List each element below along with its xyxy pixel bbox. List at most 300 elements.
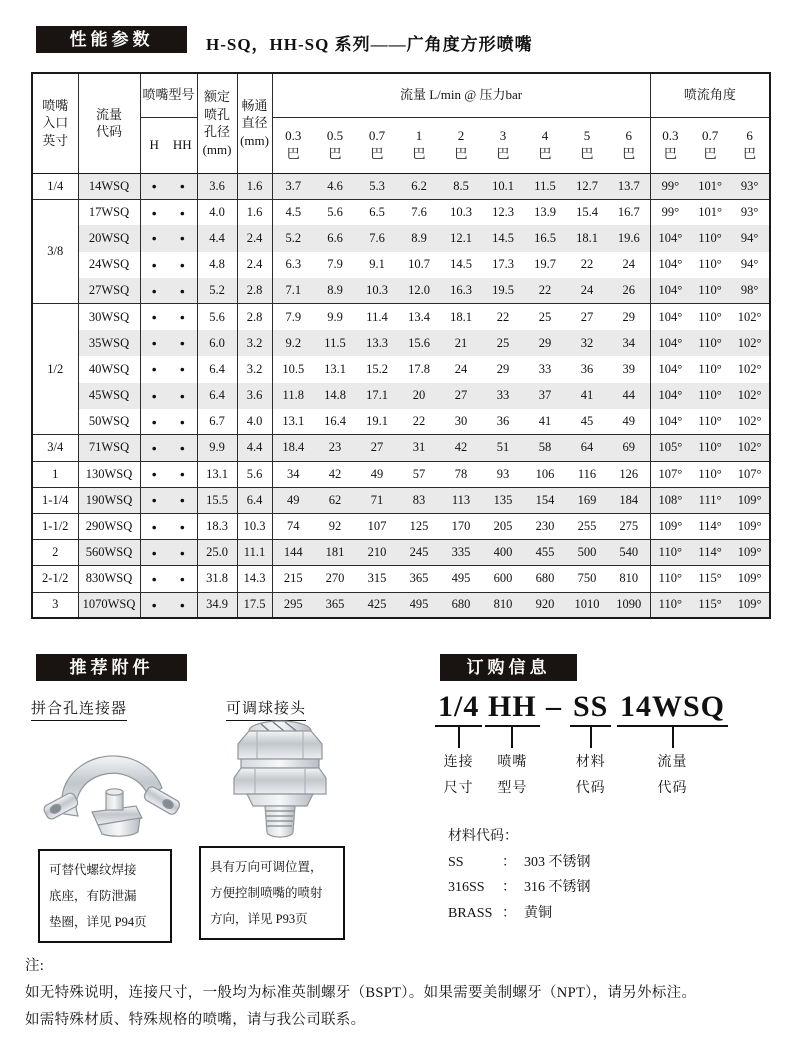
- flow-value-cell: 13.1: [324, 361, 346, 376]
- angle-value-cell: 109°: [730, 487, 770, 513]
- inlet-size-cell: 2: [32, 540, 78, 566]
- flow-code-cell: 20WSQ: [78, 225, 140, 251]
- flow-value-cell: 29: [496, 361, 510, 376]
- inlet-size-cell: 3/4: [32, 435, 78, 461]
- flow-value-cell: 16.5: [524, 225, 566, 251]
- inlet-size-cell: 1: [32, 461, 78, 487]
- flow-value-cell: 69: [608, 435, 650, 461]
- pressure-header: 0.5 巴: [326, 128, 344, 161]
- clear-diameter-cell: 3.2: [237, 330, 272, 356]
- flow-value-cell: 495: [451, 571, 471, 586]
- flow-code-cell: 45WSQ: [78, 383, 140, 409]
- clear-diameter-cell: 5.6: [237, 461, 272, 487]
- flow-value-cell: 6.6: [314, 225, 356, 251]
- model-h-bullet: ●: [151, 312, 157, 323]
- flow-value-cell: 13.3: [356, 330, 398, 356]
- accessory-title-adjustable-ball-joint: 可调球接头: [226, 697, 306, 721]
- material-description: 316 不锈钢: [524, 880, 591, 895]
- angle-value-cell: 102°: [730, 330, 770, 356]
- table-row: [32, 540, 770, 566]
- flow-value-cell: 51: [482, 435, 524, 461]
- angle-value-cell: 102°: [737, 309, 762, 324]
- angle-value-cell: 115°: [690, 592, 730, 618]
- flow-code-cell: 40WSQ: [78, 356, 140, 382]
- flow-value-cell: 106: [535, 466, 555, 481]
- flow-value-cell: 58: [524, 435, 566, 461]
- flow-value-cell: 27: [356, 435, 398, 461]
- flow-value-cell: 24: [454, 361, 468, 376]
- section-header-ordering: 订购信息: [440, 654, 577, 681]
- orifice-diameter-cell: 6.0: [197, 330, 237, 356]
- flow-value-cell: 62: [314, 487, 356, 513]
- flow-value-cell: 20: [398, 383, 440, 409]
- flow-value-cell: 41: [566, 383, 608, 409]
- angle-value-cell: 101°: [698, 205, 722, 220]
- flow-value-cell: 29: [608, 304, 650, 330]
- model-hh-bullet: ●: [168, 566, 197, 592]
- flow-value-cell: 29: [524, 330, 566, 356]
- accessory-description-ball-joint: 具有万向可调位置， 方便控制喷嘴的喷射 方向，详见 P93页: [199, 846, 345, 940]
- flow-value-cell: 30: [454, 414, 468, 429]
- model-h-bullet: ●: [140, 592, 168, 618]
- flow-value-cell: 125: [409, 519, 429, 534]
- flow-value-cell: 18.1: [566, 225, 608, 251]
- angle-value-cell: 108°: [650, 487, 690, 513]
- flow-value-cell: 810: [608, 566, 650, 592]
- angle-value-cell: 111°: [690, 487, 730, 513]
- clear-diameter-cell: 2.4: [237, 252, 272, 278]
- flow-value-cell: 18.1: [450, 309, 472, 324]
- flow-value-cell: 680: [535, 571, 555, 586]
- flow-value-cell: 27: [580, 309, 594, 324]
- flow-value-cell: 23: [314, 435, 356, 461]
- inlet-size-cell: 3/8: [32, 199, 78, 304]
- ordering-code-material: SS: [570, 690, 611, 727]
- section-header-accessories: 推荐附件: [36, 654, 187, 681]
- angle-value-cell: 110°: [690, 225, 730, 251]
- material-colon: ：: [502, 854, 516, 870]
- flow-value-cell: 71: [356, 487, 398, 513]
- flow-value-cell: 144: [272, 540, 314, 566]
- model-h-bullet: ●: [151, 259, 157, 270]
- flow-value-cell: 9.2: [272, 330, 314, 356]
- angle-value-cell: 102°: [730, 383, 770, 409]
- angle-value-cell: 110°: [698, 257, 722, 272]
- adjustable-ball-joint-image: [227, 714, 333, 842]
- notes-section: [25, 953, 787, 1034]
- angle-pressure-header: 0.7 巴: [701, 128, 719, 161]
- flow-value-cell: 3.7: [272, 173, 314, 199]
- flow-value-cell: 205: [493, 519, 513, 534]
- flow-code-cell: 290WSQ: [78, 513, 140, 539]
- flow-value-cell: 215: [283, 571, 303, 586]
- orifice-diameter-cell: 13.1: [197, 461, 237, 487]
- materials-block: [448, 824, 591, 926]
- model-hh-bullet: ●: [168, 540, 197, 566]
- inlet-size-cell: 1-1/2: [32, 513, 78, 539]
- flow-value-cell: 18.4: [272, 435, 314, 461]
- flow-value-cell: 6.2: [398, 173, 440, 199]
- flow-value-cell: 83: [398, 487, 440, 513]
- angle-value-cell: 104°: [650, 278, 690, 304]
- flow-code-cell: 14WSQ: [78, 173, 140, 199]
- flow-value-cell: 92: [328, 519, 342, 534]
- flow-value-cell: 7.9: [285, 309, 302, 324]
- flow-value-cell: 34: [608, 330, 650, 356]
- flow-value-cell: 10.3: [356, 278, 398, 304]
- flow-value-cell: 15.2: [366, 361, 388, 376]
- col-header-orifice-diameter: 额定 喷孔 孔径 (mm): [197, 73, 237, 173]
- flow-value-cell: 270: [325, 571, 345, 586]
- flow-value-cell: 169: [566, 487, 608, 513]
- flow-value-cell: 455: [524, 540, 566, 566]
- material-colon: ：: [502, 880, 516, 895]
- flow-value-cell: 4.6: [314, 173, 356, 199]
- model-hh-bullet: ●: [168, 383, 197, 409]
- flow-value-cell: 93: [496, 466, 510, 481]
- inlet-size-cell: 2-1/2: [32, 566, 78, 592]
- flow-value-cell: 425: [356, 592, 398, 618]
- clear-diameter-cell: 14.3: [237, 566, 272, 592]
- ordering-label-material: 材料 代码: [575, 755, 606, 796]
- table-row: [32, 356, 770, 382]
- ordering-code-model: HH: [485, 690, 540, 727]
- ordering-label-flow: 流量 代码: [657, 755, 688, 796]
- pressure-header: 5 巴: [580, 128, 594, 161]
- flow-value-cell: 135: [482, 487, 524, 513]
- flow-value-cell: 49: [370, 466, 384, 481]
- model-h-bullet: ●: [140, 540, 168, 566]
- model-h-bullet: ●: [151, 573, 157, 584]
- flow-value-cell: 74: [287, 519, 300, 534]
- flow-value-cell: 15.6: [398, 330, 440, 356]
- ordering-code-connection: 1/4: [435, 690, 482, 727]
- orifice-diameter-cell: 31.8: [197, 566, 237, 592]
- flow-value-cell: 5.2: [272, 225, 314, 251]
- clear-diameter-cell: 2.8: [237, 304, 272, 330]
- flow-value-cell: 10.3: [450, 205, 472, 220]
- flow-value-cell: 107: [367, 519, 387, 534]
- flow-value-cell: 36: [496, 414, 510, 429]
- angle-value-cell: 109°: [737, 519, 762, 534]
- table-row: [32, 225, 770, 251]
- inlet-size-cell: 1/2: [32, 304, 78, 435]
- angle-value-cell: 104°: [650, 330, 690, 356]
- flow-value-cell: 24: [608, 252, 650, 278]
- orifice-diameter-cell: 25.0: [197, 540, 237, 566]
- flow-code-cell: 71WSQ: [78, 435, 140, 461]
- orifice-diameter-cell: 6.4: [197, 383, 237, 409]
- flow-value-cell: 25: [482, 330, 524, 356]
- flow-value-cell: 19.6: [608, 225, 650, 251]
- flow-value-cell: 500: [566, 540, 608, 566]
- inlet-size-group: [32, 461, 770, 487]
- flow-code-cell: 17WSQ: [78, 199, 140, 225]
- table-row: [32, 383, 770, 409]
- flow-value-cell: 10.7: [408, 257, 430, 272]
- table-row: [32, 435, 770, 461]
- table-row: [32, 513, 770, 539]
- flow-value-cell: 22: [496, 309, 510, 324]
- table-row: [32, 330, 770, 356]
- table-row: [32, 409, 770, 435]
- model-h-bullet: ●: [140, 225, 168, 251]
- model-hh-bullet: ●: [168, 435, 197, 461]
- flow-value-cell: 17.8: [408, 361, 430, 376]
- clear-diameter-cell: 11.1: [237, 540, 272, 566]
- flow-value-cell: 10.5: [282, 361, 305, 376]
- table-row: [32, 199, 770, 225]
- flow-value-cell: 5.6: [327, 205, 343, 220]
- flow-value-cell: 19.5: [482, 278, 524, 304]
- angle-value-cell: 110°: [690, 330, 730, 356]
- flow-value-cell: 7.9: [327, 257, 343, 272]
- flow-value-cell: 21: [440, 330, 482, 356]
- flow-code-cell: 27WSQ: [78, 278, 140, 304]
- orifice-diameter-cell: 9.9: [197, 435, 237, 461]
- material-code: 316SS: [448, 880, 485, 895]
- pressure-header: 1 巴: [412, 128, 426, 161]
- flow-value-cell: 11.5: [524, 173, 566, 199]
- col-header-spray-angle-group: 喷流角度: [650, 73, 770, 117]
- pressure-header: 6 巴: [608, 117, 650, 173]
- flow-value-cell: 7.1: [272, 278, 314, 304]
- inlet-size-cell: 3: [32, 592, 78, 618]
- flow-value-cell: 42: [440, 435, 482, 461]
- clear-diameter-cell: 2.8: [237, 278, 272, 304]
- angle-value-cell: 109°: [730, 540, 770, 566]
- model-hh-bullet: ●: [168, 252, 197, 278]
- angle-value-cell: 110°: [698, 466, 722, 481]
- flow-value-cell: 113: [440, 487, 482, 513]
- flow-code-cell: 130WSQ: [78, 461, 140, 487]
- model-hh-bullet: ●: [168, 461, 197, 487]
- flow-value-cell: 7.6: [411, 205, 427, 220]
- flow-value-cell: 245: [398, 540, 440, 566]
- flow-value-cell: 12.3: [492, 205, 514, 220]
- model-hh-bullet: ●: [168, 330, 197, 356]
- flow-code-cell: 35WSQ: [78, 330, 140, 356]
- flow-value-cell: 41: [538, 414, 552, 429]
- model-h-bullet: ●: [140, 383, 168, 409]
- model-h-bullet: ●: [151, 521, 157, 532]
- flow-value-cell: 6.3: [285, 257, 302, 272]
- materials-title: 材料代码：: [448, 829, 518, 844]
- ordering-segment-nozzle-model: [485, 690, 540, 802]
- angle-value-cell: 99°: [661, 205, 680, 220]
- flow-value-cell: 16.7: [608, 199, 650, 225]
- flow-code-cell: 30WSQ: [78, 304, 140, 330]
- flow-value-cell: 15.4: [576, 205, 598, 220]
- flow-value-cell: 12.1: [440, 225, 482, 251]
- table-row: [32, 566, 770, 592]
- inlet-size-group: [32, 566, 770, 592]
- angle-value-cell: 110°: [690, 383, 730, 409]
- angle-value-cell: 104°: [658, 309, 683, 324]
- table-row: [32, 252, 770, 278]
- angle-pressure-header: 0.3 巴: [662, 128, 679, 161]
- flow-code-cell: 24WSQ: [78, 252, 140, 278]
- flow-value-cell: 335: [440, 540, 482, 566]
- pressure-header: 0.3 巴: [285, 128, 302, 161]
- col-header-nozzle-model: 喷嘴型号: [140, 73, 197, 117]
- flow-value-cell: 22: [524, 278, 566, 304]
- angle-value-cell: 107°: [737, 466, 762, 481]
- flow-value-cell: 19.1: [366, 414, 388, 429]
- clear-diameter-cell: 17.5: [237, 592, 272, 618]
- ordering-code-separator: –: [546, 690, 561, 723]
- model-h-bullet: ●: [151, 469, 157, 480]
- flow-value-cell: 7.6: [356, 225, 398, 251]
- flow-value-cell: 810: [482, 592, 524, 618]
- flow-value-cell: 11.5: [314, 330, 356, 356]
- angle-value-cell: 104°: [658, 361, 683, 376]
- material-code: SS: [448, 854, 464, 870]
- flow-value-cell: 39: [608, 356, 650, 382]
- flow-value-cell: 13.7: [608, 173, 650, 199]
- pointer-line: [672, 727, 674, 748]
- flow-value-cell: 13.1: [282, 414, 305, 429]
- angle-value-cell: 104°: [658, 414, 683, 429]
- model-hh-bullet: ●: [168, 487, 197, 513]
- orifice-diameter-cell: 34.9: [197, 592, 237, 618]
- orifice-diameter-cell: 15.5: [197, 487, 237, 513]
- flow-value-cell: 210: [356, 540, 398, 566]
- orifice-diameter-cell: 3.6: [197, 173, 237, 199]
- ordering-segment-connection-size: [435, 690, 482, 802]
- material-description: 黄铜: [524, 905, 552, 921]
- col-header-model-h: H: [149, 137, 159, 153]
- ordering-label-model: 喷嘴 型号: [497, 755, 528, 796]
- material-code-row: [448, 901, 591, 927]
- flow-value-cell: 33: [538, 361, 552, 376]
- angle-value-cell: 110°: [698, 361, 722, 376]
- angle-value-cell: 114°: [690, 540, 730, 566]
- angle-value-cell: 105°: [650, 435, 690, 461]
- inlet-size-group: [32, 173, 770, 199]
- model-hh-bullet: ●: [168, 304, 197, 330]
- ordering-code-flow: 14WSQ: [617, 690, 728, 727]
- flow-value-cell: 37: [524, 383, 566, 409]
- angle-value-cell: 114°: [698, 519, 722, 534]
- flow-value-cell: 116: [577, 466, 597, 481]
- col-header-flow-group: 流量 L/min @ 压力bar: [272, 73, 650, 117]
- model-hh-bullet: ●: [168, 199, 197, 225]
- model-hh-bullet: ●: [168, 592, 197, 618]
- flow-value-cell: 170: [451, 519, 471, 534]
- flow-value-cell: 920: [524, 592, 566, 618]
- flow-value-cell: 32: [566, 330, 608, 356]
- flow-value-cell: 230: [535, 519, 555, 534]
- flow-value-cell: 14.8: [314, 383, 356, 409]
- angle-value-cell: 102°: [737, 361, 762, 376]
- flow-value-cell: 400: [482, 540, 524, 566]
- flow-code-cell: 830WSQ: [78, 566, 140, 592]
- flow-value-cell: 17.3: [492, 257, 514, 272]
- flow-value-cell: 49: [272, 487, 314, 513]
- inlet-size-group: [32, 435, 770, 461]
- model-hh-bullet: ●: [168, 278, 197, 304]
- inlet-size-group: [32, 540, 770, 566]
- flow-value-cell: 8.5: [440, 173, 482, 199]
- angle-value-cell: 93°: [730, 173, 770, 199]
- model-hh-bullet: ●: [168, 513, 197, 539]
- flow-value-cell: 6.5: [369, 205, 385, 220]
- orifice-diameter-cell: 18.3: [197, 513, 237, 539]
- pointer-line: [458, 727, 460, 748]
- flow-value-cell: 750: [577, 571, 597, 586]
- flow-value-cell: 1090: [608, 592, 650, 618]
- pressure-header: 4 巴: [538, 128, 552, 161]
- flow-value-cell: 42: [328, 466, 342, 481]
- material-code: BRASS: [448, 905, 493, 921]
- flow-value-cell: 22: [580, 257, 594, 272]
- orifice-diameter-cell: 6.7: [197, 409, 237, 435]
- flow-value-cell: 13.4: [408, 309, 430, 324]
- flow-value-cell: 49: [608, 409, 650, 435]
- angle-value-cell: 94°: [730, 225, 770, 251]
- flow-value-cell: 13.9: [534, 205, 556, 220]
- notes-label: 注:: [25, 958, 45, 974]
- flow-value-cell: 11.4: [366, 309, 388, 324]
- flow-value-cell: 14.5: [450, 257, 472, 272]
- col-header-model-hh: HH: [168, 117, 197, 173]
- clear-diameter-cell: 6.4: [237, 487, 272, 513]
- angle-pressure-header: 6 巴: [743, 128, 757, 161]
- flow-value-cell: 540: [608, 540, 650, 566]
- angle-value-cell: 102°: [730, 435, 770, 461]
- model-h-bullet: ●: [140, 435, 168, 461]
- ordering-label-connection: 连接 尺寸: [443, 755, 474, 796]
- model-hh-bullet: ●: [168, 225, 197, 251]
- accessory-description-split-clamp: 可替代螺纹焊接 底座，有防泄漏 垫圈，详见 P94页: [38, 849, 172, 943]
- angle-value-cell: 110°: [698, 309, 722, 324]
- angle-value-cell: 104°: [650, 225, 690, 251]
- flow-value-cell: 9.1: [369, 257, 385, 272]
- orifice-diameter-cell: 5.2: [197, 278, 237, 304]
- orifice-diameter-cell: 4.0: [197, 199, 237, 225]
- flow-value-cell: 16.4: [324, 414, 346, 429]
- clear-diameter-cell: 3.6: [237, 383, 272, 409]
- angle-value-cell: 98°: [730, 278, 770, 304]
- flow-value-cell: 9.9: [327, 309, 343, 324]
- spec-table-header: [32, 73, 770, 173]
- flow-value-cell: 8.9: [314, 278, 356, 304]
- table-row: [32, 487, 770, 513]
- spec-table: [31, 72, 771, 619]
- flow-value-cell: 315: [367, 571, 387, 586]
- pointer-line: [590, 727, 592, 748]
- clear-diameter-cell: 4.0: [237, 409, 272, 435]
- flow-value-cell: 181: [314, 540, 356, 566]
- flow-value-cell: 33: [482, 383, 524, 409]
- flow-value-cell: 19.7: [534, 257, 556, 272]
- flow-value-cell: 44: [608, 383, 650, 409]
- angle-value-cell: 109°: [737, 571, 762, 586]
- angle-value-cell: 93°: [740, 205, 759, 220]
- flow-value-cell: 57: [412, 466, 426, 481]
- col-header-flow-code: 流量 代码: [78, 73, 140, 173]
- accessory-title-split-clamp-connector: 拼合孔连接器: [31, 697, 127, 721]
- clear-diameter-cell: 1.6: [237, 199, 272, 225]
- notes-line: 如需特殊材质、特殊规格的喷嘴，请与我公司联系。: [25, 1012, 366, 1028]
- material-code-row: [448, 875, 591, 901]
- clear-diameter-cell: 10.3: [237, 513, 272, 539]
- flow-value-cell: 17.1: [356, 383, 398, 409]
- pressure-header: 2 巴: [454, 128, 468, 161]
- angle-value-cell: 110°: [658, 571, 682, 586]
- col-header-clear-diameter: 畅通 直径 (mm): [237, 73, 272, 173]
